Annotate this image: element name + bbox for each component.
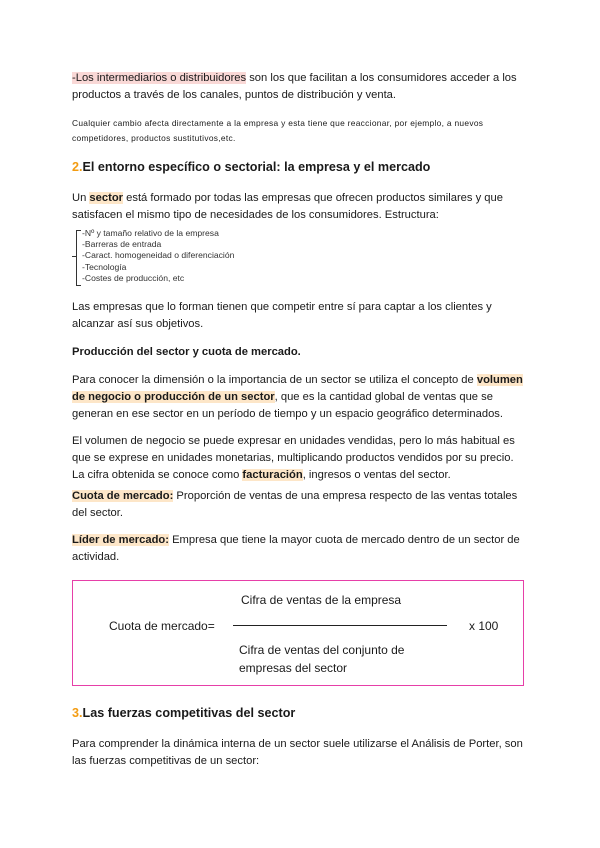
structure-item: -Barreras de entrada: [82, 239, 162, 250]
section-3-number: 3.: [72, 706, 83, 720]
section-2-title: El entorno específico o sectorial: la empresa y el mercado: [82, 160, 431, 174]
subheading-production: Producción del sector y cuota de mercado.: [72, 346, 301, 358]
note-paragraph: Cualquier cambio afecta directamente a la empresa y esta tiene que reaccionar, por ejemplo, a nuevos competidores, productos sustitutivos,etc.: [72, 118, 484, 143]
section-2-heading: [72, 160, 430, 174]
formula-denominator-line-1: Cifra de ventas del conjunto de: [239, 643, 405, 657]
cuota-paragraph: [72, 488, 527, 522]
intro-text: son los que facilitan a los consumidores acceder a los productos a través de los canales, puntos de distribución y venta.: [72, 72, 517, 101]
formula-box: [72, 580, 524, 686]
facturacion-post: , ingresos o ventas del sector.: [302, 469, 451, 481]
volumen-pre: Para conocer la dimensión o la importancia de un sector se utiliza el concepto de: [72, 374, 477, 386]
porter-paragraph: Para comprender la dinámica interna de un sector suele utilizarse el Análisis de Porter, son las fuerzas competitivas de un sector:: [72, 738, 523, 767]
cuota-definition: Proporción de ventas de una empresa respecto de las ventas totales del sector.: [72, 490, 518, 519]
lider-paragraph: [72, 532, 527, 566]
sector-term: sector: [89, 192, 124, 204]
compete-paragraph: Las empresas que lo forman tienen que competir entre sí para captar a los clientes y alcanzar así sus objetivos.: [72, 301, 492, 330]
facturacion-paragraph: [72, 433, 527, 484]
structure-bracket-tick: [72, 256, 76, 257]
formula-denominator: [239, 641, 459, 677]
intro-paragraph: [72, 70, 527, 104]
structure-item: -Costes de producción, etc: [82, 272, 185, 283]
structure-item: -Nº y tamaño relativo de la empresa: [82, 228, 219, 238]
section-3-heading: [72, 706, 295, 720]
formula-multiplier: x 100: [469, 619, 499, 633]
structure-item: -Tecnología: [82, 261, 127, 272]
volumen-term: volumen de negocio o producción de un sector: [72, 374, 523, 403]
formula-denominator-line-2: empresas del sector: [239, 661, 348, 675]
lider-definition: Empresa que tiene la mayor cuota de mercado dentro de un sector de actividad.: [72, 534, 520, 563]
lider-term: Líder de mercado:: [72, 534, 169, 546]
section-2-number: 2.: [72, 160, 83, 174]
structure-list: [76, 228, 276, 286]
facturacion-term: facturación: [242, 469, 303, 481]
structure-item: -Caract. homogeneidad o diferenciación: [82, 250, 235, 261]
sector-definition: [72, 190, 527, 224]
facturacion-pre: El volumen de negocio se puede expresar en unidades vendidas, pero lo más habitual es que se exprese en unidades monetarias, multiplicando productos vendidos por su precio. La cifra obtenida se conoce como: [72, 435, 515, 481]
sector-def-post: está formado por todas las empresas que ofrecen productos similares y que satisfacen el mismo tipo de necesidades de los consumidores. Estructura:: [72, 192, 503, 221]
volumen-post: , que es la cantidad global de ventas que se generan en ese sector en un período de tiempo y un espacio geográfico determinados.: [72, 391, 504, 420]
cuota-term: Cuota de mercado:: [72, 490, 174, 502]
sector-def-pre: Un: [72, 192, 90, 204]
formula-numerator: Cifra de ventas de la empresa: [241, 593, 402, 607]
intro-highlight: -Los intermediarios o distribuidores: [72, 72, 247, 84]
formula-label: Cuota de mercado=: [109, 619, 215, 633]
formula-fraction-line: [233, 625, 447, 626]
section-3-title: Las fuerzas competitivas del sector: [82, 706, 296, 720]
structure-bracket: [76, 230, 81, 286]
volumen-paragraph: [72, 372, 527, 423]
